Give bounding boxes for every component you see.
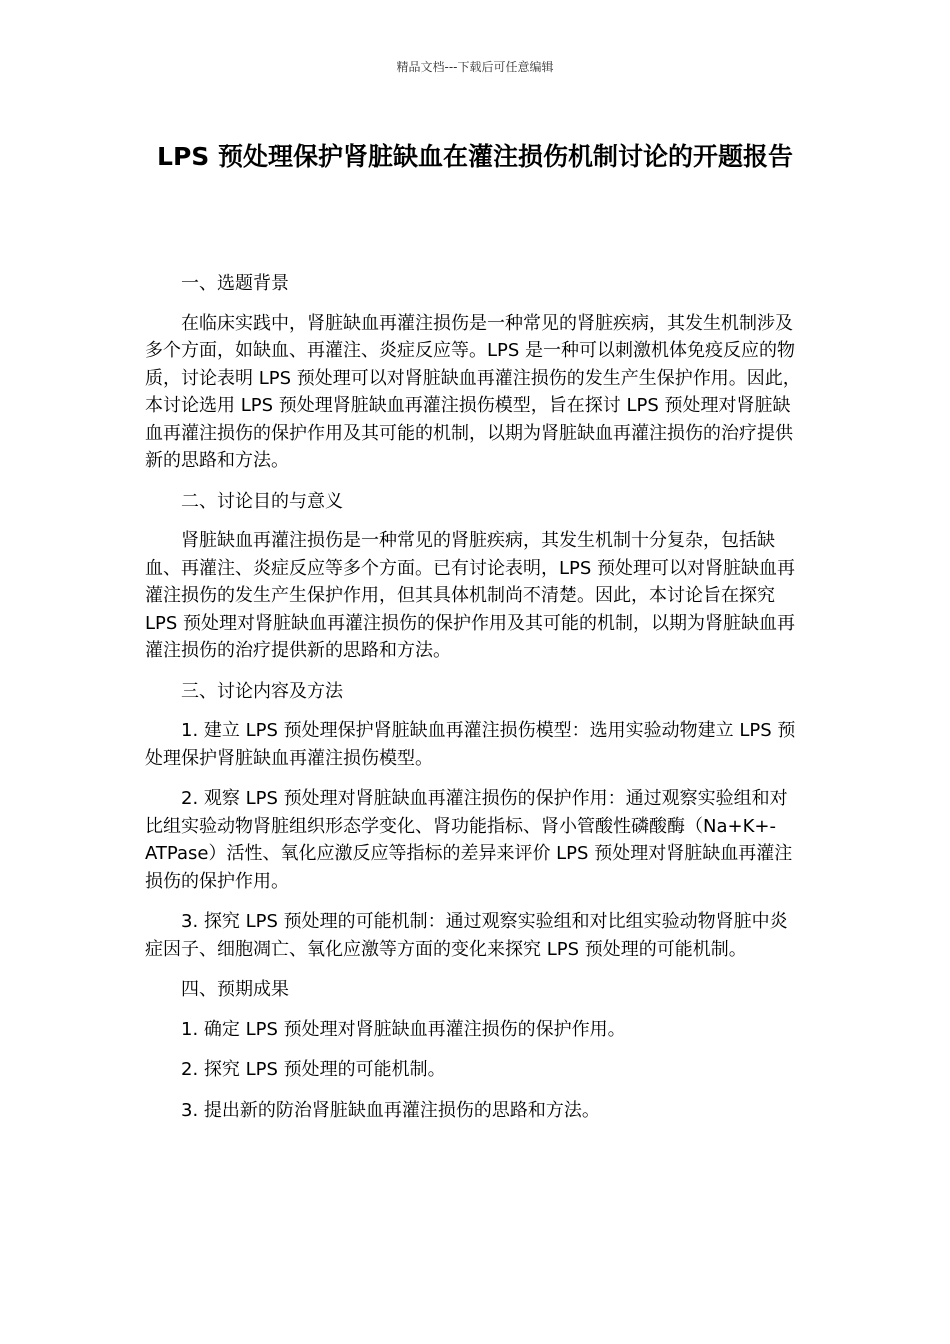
document-title: LPS 预处理保护肾脏缺血在灌注损伤机制讨论的开题报告 [157,142,793,171]
paragraph-outcome-3: 3. 提出新的防治肾脏缺血再灌注损伤的思路和方法。 [181,1099,600,1121]
header-note: 精品文档---下载后可任意编辑 [396,60,554,74]
paragraph-method-3: 3. 探究 LPS 预处理的可能机制：通过观察实验组和对比组实验动物肾脏中炎症因子、细胞凋亡、氧化应激等方面的变化来探究 LPS 预处理的可能机制。 [145,911,788,960]
paragraph-outcome-1: 1. 确定 LPS 预处理对肾脏缺血再灌注损伤的保护作用。 [181,1018,626,1040]
section-heading-outcomes: 四、预期成果 [181,979,289,1000]
paragraph-outcome-2: 2. 探究 LPS 预处理的可能机制。 [181,1059,446,1080]
section-heading-purpose: 二、讨论目的与意义 [181,490,343,512]
section-heading-methods: 三、讨论内容及方法 [181,680,343,702]
paragraph-background: 在临床实践中，肾脏缺血再灌注损伤是一种常见的肾脏疾病，其发生机制涉及多个方面，如缺血、再灌注、炎症反应等。LPS 是一种可以刺激机体免疫反应的物质，讨论表明 LPS 预处理可以对肾脏缺血再灌注损伤的发生产生保护作用。因此，本讨论选用 LPS 预处理肾脏缺血再灌注损伤模型，旨在探讨 LPS 预处理对肾脏缺血再灌注损伤的保护作用及其可能的机制，以期为肾脏缺血再灌注损伤的治疗提供新的思路和方法。 [145,312,801,471]
paragraph-purpose: 肾脏缺血再灌注损伤是一种常见的肾脏疾病，其发生机制十分复杂，包括缺血、再灌注、炎症反应等多个方面。已有讨论表明，LPS 预处理可以对肾脏缺血再灌注损伤的发生产生保护作用，但其具体机制尚不清楚。因此，本讨论旨在探究 LPS 预处理对肾脏缺血再灌注损伤的保护作用及其可能的机制，以期为肾脏缺血再灌注损伤的治疗提供新的思路和方法。 [145,530,796,661]
document-body [145,270,805,1137]
section-heading-background: 一、选题背景 [181,273,289,294]
paragraph-method-1: 1. 建立 LPS 预处理保护肾脏缺血再灌注损伤模型：选用实验动物建立 LPS 预处理保护肾脏缺血再灌注损伤模型。 [145,720,796,769]
paragraph-method-2: 2. 观察 LPS 预处理对肾脏缺血再灌注损伤的保护作用：通过观察实验组和对比组实验动物肾脏组织形态学变化、肾功能指标、肾小管酸性磷酸酶（Na+K+-ATPase）活性、氧化应激反应等指标的差异来评价 LPS 预处理对肾脏缺血再灌注损伤的保护作用。 [145,788,793,892]
